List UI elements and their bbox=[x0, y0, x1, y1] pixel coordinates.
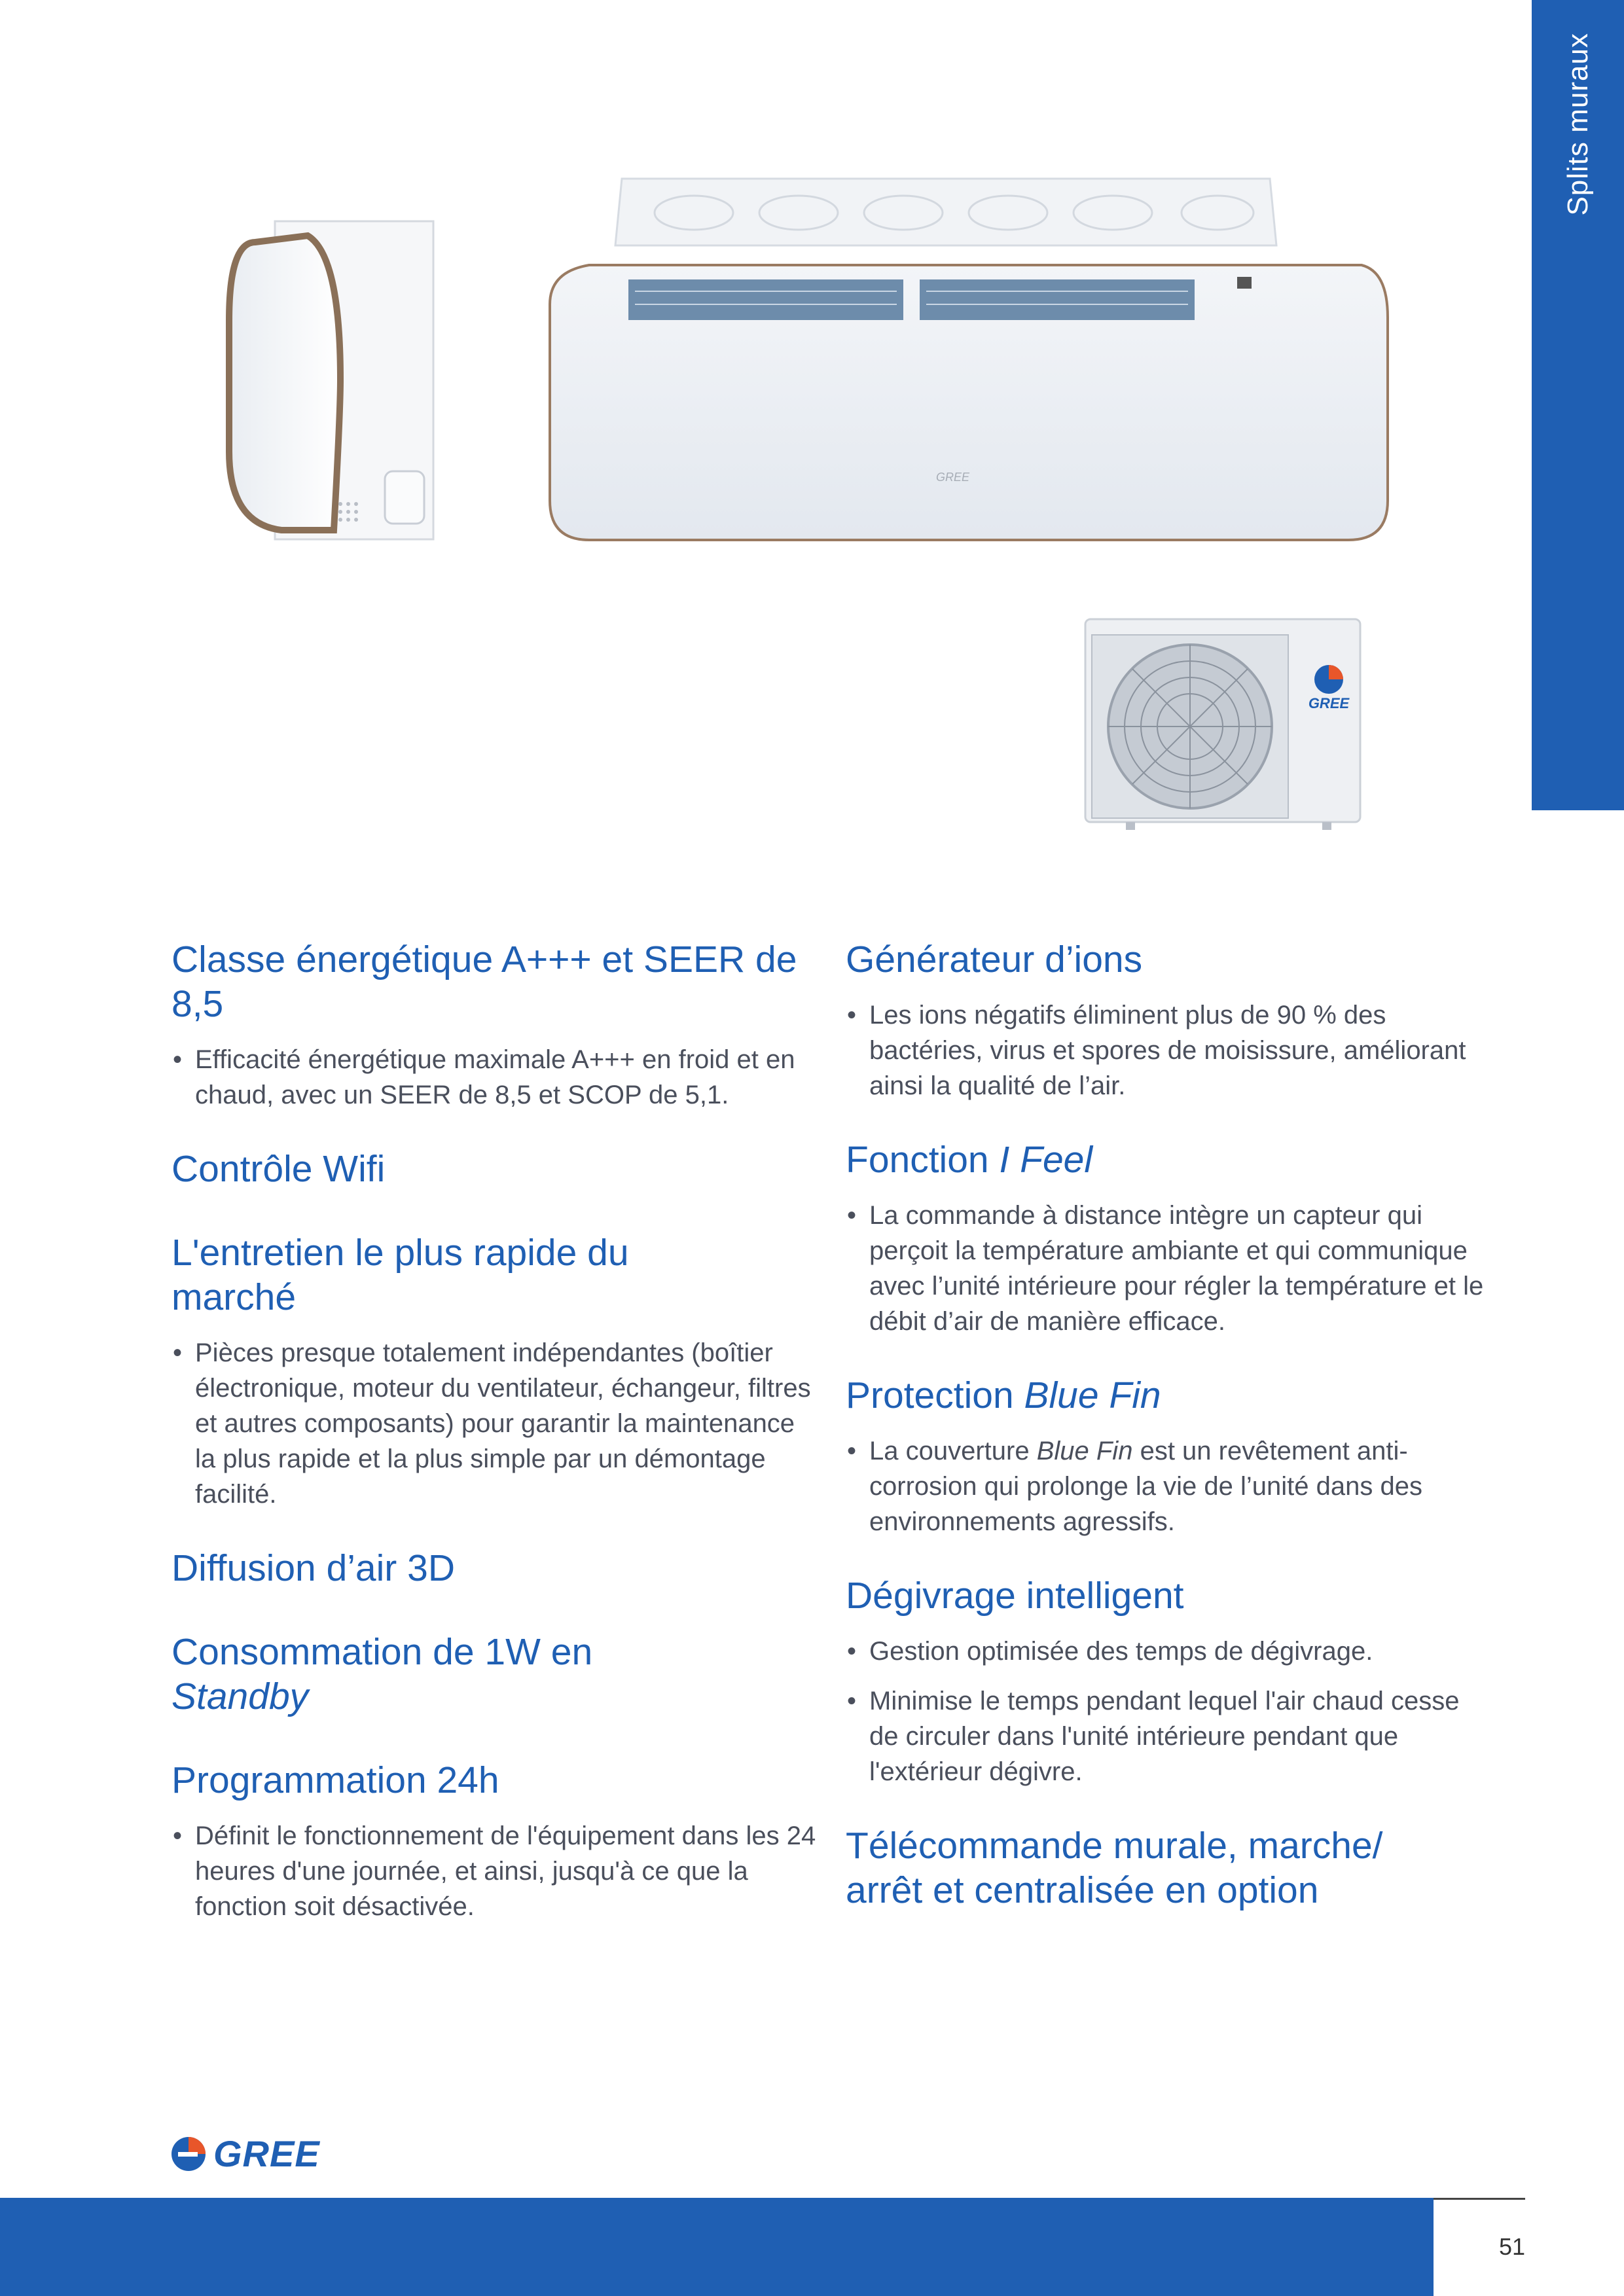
feature-title-blue-fin: Protection Blue Fin bbox=[846, 1374, 1161, 1416]
panel-logo: GREE bbox=[936, 471, 970, 484]
feature-title-maintenance: L'entretien le plus rapide du marché bbox=[171, 1232, 629, 1318]
page-number: 51 bbox=[1499, 2233, 1526, 2260]
feature-title-ion-generator: Générateur d’ions bbox=[846, 939, 1143, 980]
feature-title-programming: Programmation 24h bbox=[171, 1759, 499, 1801]
list-item: • Les ions négatifs éliminent plus de 90 % des bactéries, virus et spores de moisissure, améliorant ainsi la qualité de l’air. bbox=[846, 997, 1494, 1103]
feature-title-i-feel-italic: I Feel bbox=[999, 1139, 1093, 1181]
list-item: • Pièces presque totalement indépendantes (boîtier électronique, moteur du ventilateur, échangeur, filtres et autres composants) pour garantir la maintenance la plus rapide et la plus simple par un démontage facilité. bbox=[171, 1335, 820, 1512]
feature-bullets-defrost bbox=[846, 1634, 1494, 1789]
feature-title-remote: Télécommande murale, marche/ arrêt et centralisée en option bbox=[846, 1825, 1383, 1911]
feature-title-wifi: Contrôle Wifi bbox=[171, 1148, 386, 1190]
gree-logo-text: GREE bbox=[213, 2133, 320, 2174]
list-item: • La commande à distance intègre un capteur qui perçoit la température ambiante et qui communique avec l’unité intérieure pour régler la température et le débit d’air de manière efficace. bbox=[846, 1198, 1494, 1339]
feature-bullets-energy-class bbox=[171, 1042, 820, 1113]
feature-bullets-ion-generator bbox=[846, 997, 1494, 1103]
list-item: • La couverture Blue Fin est un revêtement anti-corrosion qui prolonge la vie de l’unité dans des environnements agressifs. bbox=[846, 1433, 1494, 1539]
feature-title-defrost: Dégivrage intelligent bbox=[846, 1575, 1184, 1617]
indoor-unit-front-view bbox=[524, 173, 1401, 550]
gree-logo bbox=[169, 2132, 320, 2175]
indoor-unit-side-view bbox=[177, 216, 439, 550]
unit-badge: GREE bbox=[1308, 695, 1350, 711]
list-item: • Définit le fonctionnement de l'équipement dans les 24 heures d'une journée, et ainsi, jusqu'à ce que la fonction soit désactivée. bbox=[171, 1818, 820, 1924]
feature-title-3d-air: Diffusion d’air 3D bbox=[171, 1547, 455, 1589]
section-tab-label: Splits muraux bbox=[1561, 33, 1594, 216]
footer-bar bbox=[0, 2198, 1434, 2296]
feature-title-blue-fin-italic: Blue Fin bbox=[1024, 1374, 1161, 1416]
feature-bullets-programming bbox=[171, 1818, 820, 1924]
footer-divider bbox=[1434, 2198, 1525, 2200]
features-right-column bbox=[846, 937, 1494, 1928]
list-item: • Gestion optimisée des temps de dégivrage. bbox=[846, 1634, 1494, 1669]
feature-bullets-blue-fin bbox=[846, 1433, 1494, 1539]
feature-title-standby-italic: Standby bbox=[171, 1676, 309, 1717]
list-item: • Minimise le temps pendant lequel l'air chaud cesse de circuler dans l'unité intérieure pendant que l'extérieur dégivre. bbox=[846, 1683, 1494, 1789]
feature-bullets-i-feel bbox=[846, 1198, 1494, 1339]
gree-logo-icon bbox=[169, 2134, 208, 2174]
feature-title-standby: Consommation de 1W en Standby bbox=[171, 1631, 593, 1717]
feature-bullets-maintenance bbox=[171, 1335, 820, 1512]
list-item: • Efficacité énergétique maximale A+++ en froid et en chaud, avec un SEER de 8,5 et SCOP de 5,1. bbox=[171, 1042, 820, 1113]
section-tab bbox=[1532, 0, 1624, 810]
feature-title-i-feel: Fonction I Feel bbox=[846, 1139, 1093, 1181]
outdoor-unit bbox=[1080, 615, 1375, 838]
features-left-column bbox=[171, 937, 820, 1958]
feature-title-energy-class: Classe énergétique A+++ et SEER de 8,5 bbox=[171, 939, 797, 1025]
